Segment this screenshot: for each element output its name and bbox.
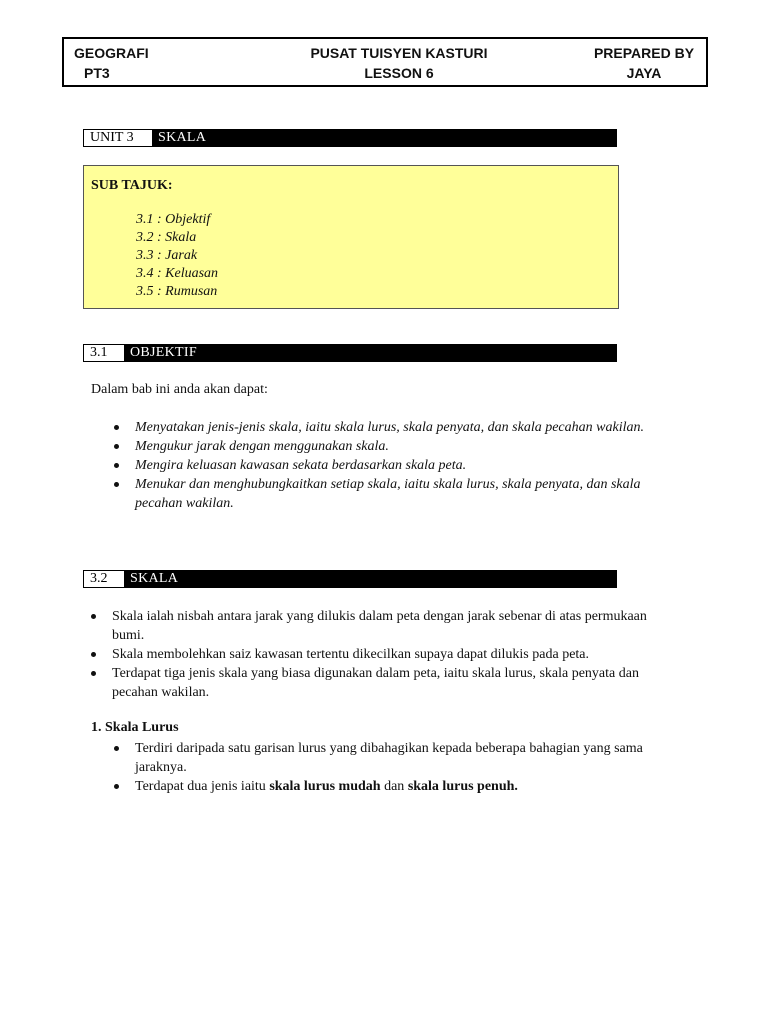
- list-item: Mengira keluasan kawasan sekata berdasarkan skala peta.: [111, 456, 651, 475]
- list-item: [111, 777, 671, 796]
- list-item: Skala membolehkan saiz kawasan tertentu dikecilkan supaya dapat dilukis pada peta.: [88, 645, 668, 664]
- list-item-text: Terdapat dua jenis iaitu: [135, 779, 270, 794]
- list-item: Menukar dan menghubungkaitkan setiap skala, iaitu skala lurus, skala penyata, dan skala pecahan wakilan.: [111, 475, 651, 513]
- section-number: 3.1: [84, 345, 124, 361]
- skala-lurus-heading: 1. Skala Lurus: [91, 720, 179, 735]
- section-bar-skala: [83, 570, 617, 588]
- objektif-intro: Dalam bab ini anda akan dapat:: [91, 382, 268, 397]
- subtopic-item: 3.3 : Jarak: [136, 248, 198, 263]
- subtopic-list: [136, 211, 218, 301]
- section-title: SKALA: [130, 571, 179, 586]
- list-item: Terdiri daripada satu garisan lurus yang dibahagikan kepada beberapa bahagian yang sama jaraknya.: [111, 739, 671, 777]
- subtopic-item: 3.1 : Objektif: [136, 212, 211, 227]
- section-number: 3.2: [84, 571, 124, 587]
- subtopic-item: 3.2 : Skala: [136, 230, 197, 245]
- header-centre-name: PUSAT TUISYEN KASTURI: [310, 45, 488, 61]
- document-header: [62, 37, 708, 87]
- skala-list: [88, 607, 668, 702]
- header-subject: GEOGRAFI: [74, 45, 149, 61]
- subtopic-title: SUB TAJUK:: [91, 178, 173, 193]
- header-level: PT3: [84, 65, 110, 81]
- header-prepared-by: PREPARED BY: [593, 45, 695, 61]
- unit-bar: [83, 129, 617, 147]
- subtopic-item: 3.4 : Keluasan: [136, 266, 219, 281]
- list-item-text: dan: [380, 779, 408, 794]
- section-title: OBJEKTIF: [130, 345, 197, 360]
- list-item: Terdapat tiga jenis skala yang biasa digunakan dalam peta, iaitu skala lurus, skala penyata dan pecahan wakilan.: [88, 664, 668, 702]
- term-skala-lurus-mudah: skala lurus mudah: [269, 779, 381, 794]
- unit-number: UNIT 3: [84, 130, 152, 146]
- header-lesson: LESSON 6: [364, 65, 434, 81]
- subtopic-box: [83, 165, 619, 309]
- list-item: Mengukur jarak dengan menggunakan skala.: [111, 437, 651, 456]
- unit-title: SKALA: [158, 130, 207, 145]
- subtopic-item: 3.5 : Rumusan: [136, 284, 218, 299]
- header-author: JAYA: [626, 65, 662, 81]
- list-item: Menyatakan jenis-jenis skala, iaitu skala lurus, skala penyata, dan skala pecahan wakilan.: [111, 418, 651, 437]
- skala-lurus-list: [111, 739, 671, 796]
- objektif-list: [111, 418, 651, 513]
- term-skala-lurus-penuh: skala lurus penuh.: [407, 779, 518, 794]
- list-item: Skala ialah nisbah antara jarak yang dilukis dalam peta dengan jarak sebenar di atas permukaan bumi.: [88, 607, 668, 645]
- section-bar-objektif: [83, 344, 617, 362]
